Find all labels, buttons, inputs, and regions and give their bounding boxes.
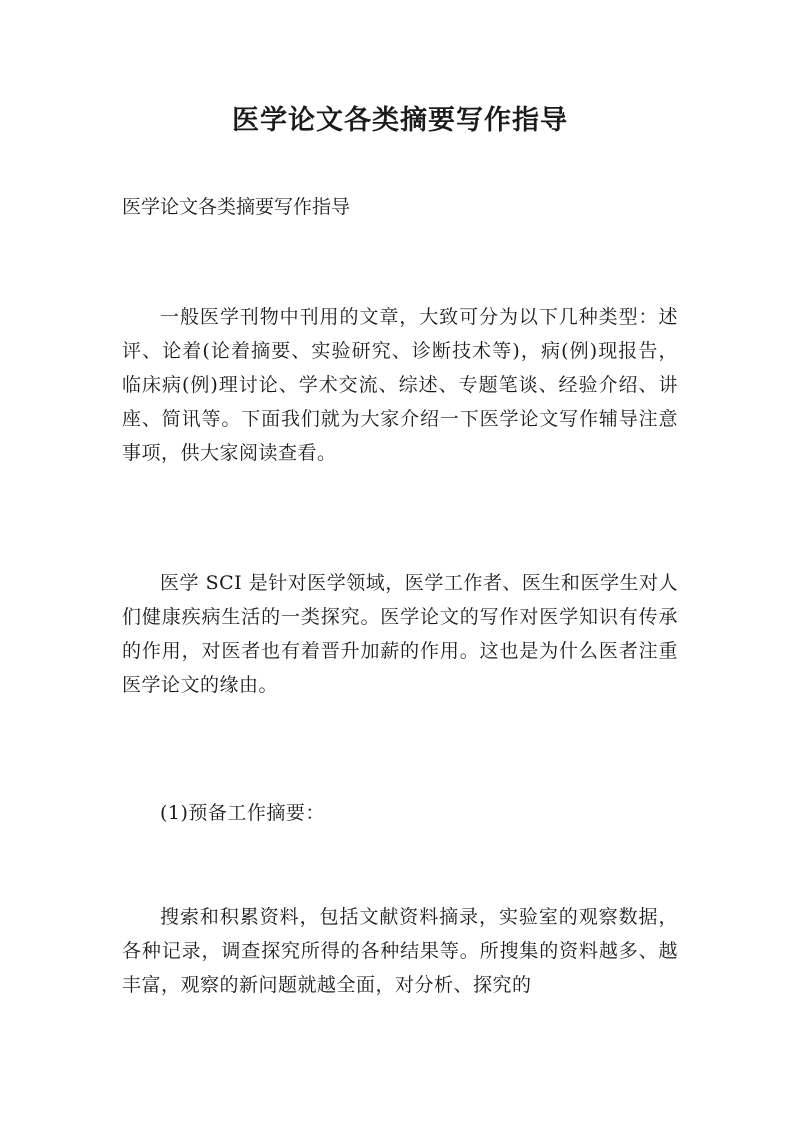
paragraph-heading-preparation: (1)预备工作摘要： (160, 802, 325, 824)
document-title: 医学论文各类摘要写作指导 (232, 105, 568, 136)
document-subtitle: 医学论文各类摘要写作指导 (122, 196, 351, 218)
paragraph-collect-materials: 搜索和积累资料，包括文献资料摘录，实验室的观察数据，各种记录，调查探究所得的各种结果等。所搜集的资料越多、越丰富，观察的新问题就越全面，对分析、探究的 (122, 906, 678, 996)
paragraph-sci: 医学 SCI 是针对医学领域，医学工作者、医生和医学生对人们健康疾病生活的一类探究。医学论文的写作对医学知识有传承的作用，对医者也有着晋升加薪的作用。这也是为什么医者注重医学论文的缘由。 (122, 572, 678, 696)
paragraph-intro: 一般医学刊物中刊用的文章，大致可分为以下几种类型：述评、论着(论着摘要、实验研究、诊断技术等)，病(例)现报告，临床病(例)理讨论、学术交流、综述、专题笔谈、经验介绍、讲座、简讯等。下面我们就为大家介绍一下医学论文写作辅导注意事项，供大家阅读查看。 (122, 306, 678, 464)
